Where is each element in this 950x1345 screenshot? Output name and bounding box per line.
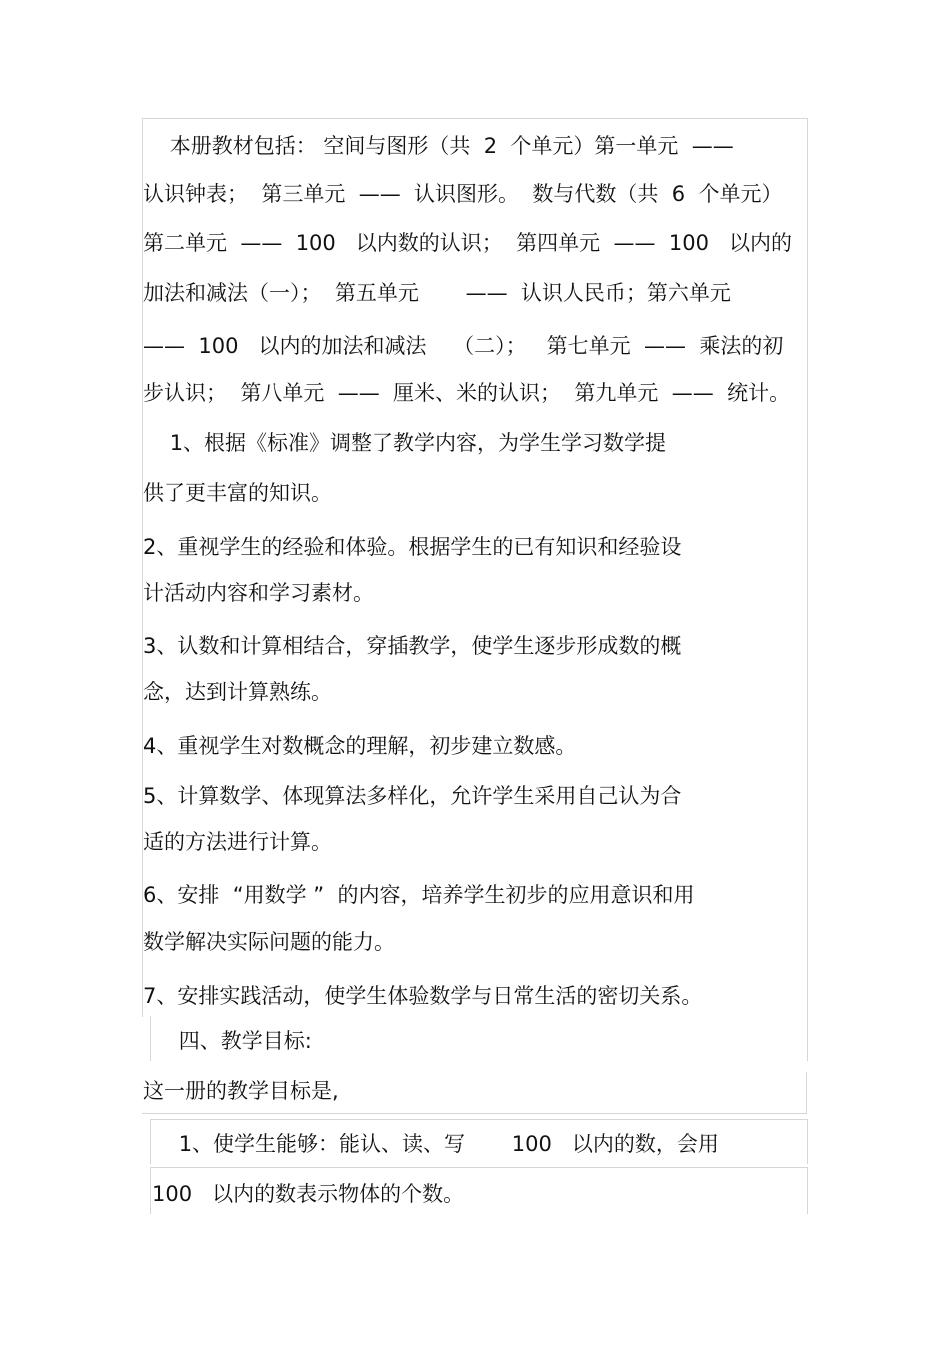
- intro-line-1: 本册教材包括： 空间与图形（共 2 个单元）第一单元 ——: [143, 134, 734, 158]
- feature-5-line-1: 5、计算数学、体现算法多样化，允许学生采用自己认为合: [143, 784, 682, 808]
- feature-6-line-1: 6、安排 “用数学 ” 的内容，培养学生初步的应用意识和用: [143, 883, 695, 907]
- feature-5-line-2: 适的方法进行计算。: [143, 830, 332, 854]
- section-heading: 四、教学目标:: [152, 1029, 312, 1053]
- feature-1-line-2: 供了更丰富的知识。: [143, 481, 332, 505]
- goal-item-1-line-1: 1、使学生能够：能认、读、写 100 以内的数，会用: [152, 1132, 719, 1156]
- feature-2-line-1: 2、重视学生的经验和体验。根据学生的已有知识和经验设: [143, 535, 682, 559]
- intro-line-3: 第二单元 —— 100 以内数的认识； 第四单元 —— 100 以内的: [143, 231, 792, 255]
- goal-intro: 这一册的教学目标是,: [143, 1079, 339, 1103]
- feature-1-line-1: 1、根据《标准》调整了教学内容，为学生学习数学提: [143, 431, 667, 455]
- feature-4-line-1: 4、重视学生对数概念的理解，初步建立数感。: [143, 734, 577, 758]
- goal-item-1-line-2: 100 以内的数表示物体的个数。: [152, 1182, 465, 1206]
- feature-2-line-2: 计活动内容和学习素材。: [143, 581, 374, 605]
- feature-3-line-1: 3、认数和计算相结合，穿插教学，使学生逐步形成数的概: [143, 634, 682, 658]
- feature-6-line-2: 数学解决实际问题的能力。: [143, 930, 395, 954]
- intro-line-4: 加法和减法（一）； 第五单元 —— 认识人民币；第六单元: [143, 281, 731, 305]
- feature-7-line-1: 7、安排实践活动，使学生体验数学与日常生活的密切关系。: [143, 984, 703, 1008]
- feature-3-line-2: 念，达到计算熟练。: [143, 680, 332, 704]
- intro-line-2: 认识钟表； 第三单元 —— 认识图形。 数与代数（共 6 个单元）: [143, 182, 783, 206]
- intro-line-5: —— 100 以内的加法和减法 （二）； 第七单元 —— 乘法的初: [143, 334, 784, 358]
- intro-line-6: 步认识； 第八单元 —— 厘米、米的认识； 第九单元 —— 统计。: [143, 381, 791, 405]
